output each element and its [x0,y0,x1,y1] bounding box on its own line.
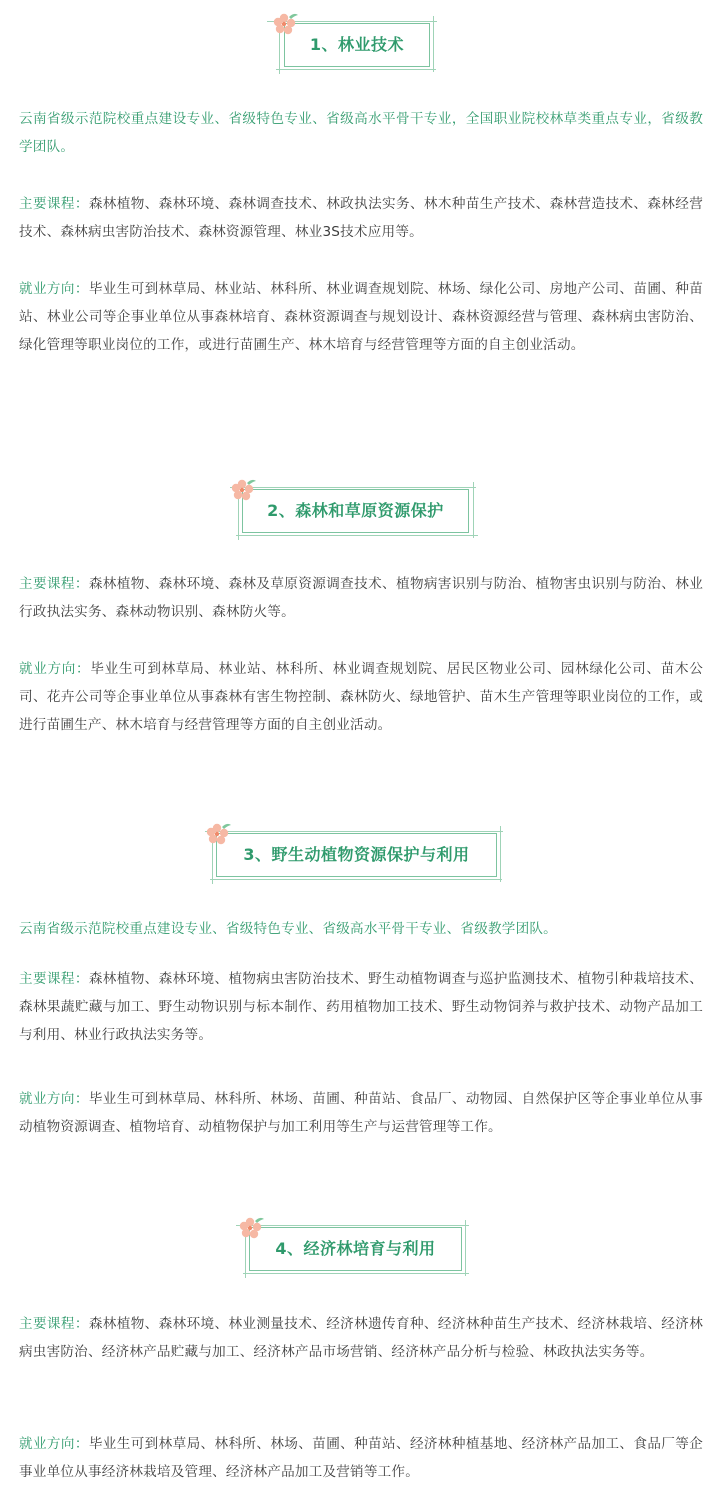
section-2-jobs [19,655,703,739]
courses-label: 主要课程： [19,1316,89,1332]
courses-text: 森林植物、森林环境、森林及草原资源调查技术、植物病害识别与防治、植物害虫识别与防治、林业行政执法实务、森林动物识别、森林防火等。 [19,576,704,620]
flower-icon [230,476,260,506]
flower-icon [205,820,235,850]
jobs-text: 毕业生可到林草局、林科所、林场、苗圃、种苗站、经济林种植基地、经济林产品加工、食品厂等企事业单位从事经济林栽培及管理、经济林产品加工及营销等工作。 [19,1436,704,1480]
section-2-courses [19,570,703,626]
flower-icon [238,1214,268,1244]
section-4-header [0,1218,717,1280]
section-3-courses [19,965,703,1049]
section-1-header [0,14,717,76]
section-3-jobs [19,1085,703,1141]
jobs-label: 就业方向： [19,1436,89,1452]
section-4-courses [19,1310,703,1366]
section-2-header [0,480,717,542]
jobs-text: 毕业生可到林草局、林科所、林场、苗圃、种苗站、食品厂、动物园、自然保护区等企事业单位从事动植物资源调查、植物培育、动植物保护与加工利用等生产与运营管理等工作。 [19,1091,704,1135]
section-3-header [0,824,717,886]
section-1-courses [19,190,703,246]
jobs-label: 就业方向： [19,1091,89,1107]
section-2-title: 2、森林和草原资源保护 [242,489,469,533]
jobs-text: 毕业生可到林草局、林业站、林科所、林业调查规划院、林场、绿化公司、房地产公司、苗圃、种苗站、林业公司等企事业单位从事森林培育、森林资源调查与规划设计、森林资源经营与管理、森林病虫害防治、绿化管理等职业岗位的工作，或进行苗圃生产、林木培育与经营管理等方面的自主创业活动。 [19,281,704,353]
section-3-intro: 云南省级示范院校重点建设专业、省级特色专业、省级高水平骨干专业、省级教学团队。 [19,921,557,937]
jobs-label: 就业方向： [19,281,89,297]
courses-label: 主要课程： [19,196,89,212]
courses-label: 主要课程： [19,971,89,987]
section-1-title: 1、林业技术 [284,23,430,67]
section-4-jobs [19,1430,703,1486]
courses-label: 主要课程： [19,576,89,592]
jobs-label: 就业方向： [19,661,91,677]
flower-icon [272,10,302,40]
section-1-intro: 云南省级示范院校重点建设专业、省级特色专业、省级高水平骨干专业，全国职业院校林草类重点专业，省级教学团队。 [19,111,703,155]
section-3-title: 3、野生动植物资源保护与利用 [216,833,497,877]
courses-text: 森林植物、森林环境、林业测量技术、经济林遗传育种、经济林种苗生产技术、经济林栽培、经济林病虫害防治、经济林产品贮藏与加工、经济林产品市场营销、经济林产品分析与检验、林政执法实务等。 [19,1316,704,1360]
courses-text: 森林植物、森林环境、森林调查技术、林政执法实务、林木种苗生产技术、森林营造技术、森林经营技术、森林病虫害防治技术、森林资源管理、林业3S技术应用等。 [19,196,704,240]
courses-text: 森林植物、森林环境、植物病虫害防治技术、野生动植物调查与巡护监测技术、植物引种栽培技术、森林果蔬贮藏与加工、野生动物识别与标本制作、药用植物加工技术、野生动物饲养与救护技术、动物产品加工与利用、林业行政执法实务等。 [19,971,704,1043]
jobs-text: 毕业生可到林草局、林业站、林科所、林业调查规划院、居民区物业公司、园林绿化公司、苗木公司、花卉公司等企事业单位从事森林有害生物控制、森林防火、绿地管护、苗木生产管理等职业岗位的工作，或进行苗圃生产、林木培育与经营管理等方面的自主创业活动。 [19,661,704,733]
section-1-jobs [19,275,703,359]
section-4-title: 4、经济林培育与利用 [249,1227,462,1271]
